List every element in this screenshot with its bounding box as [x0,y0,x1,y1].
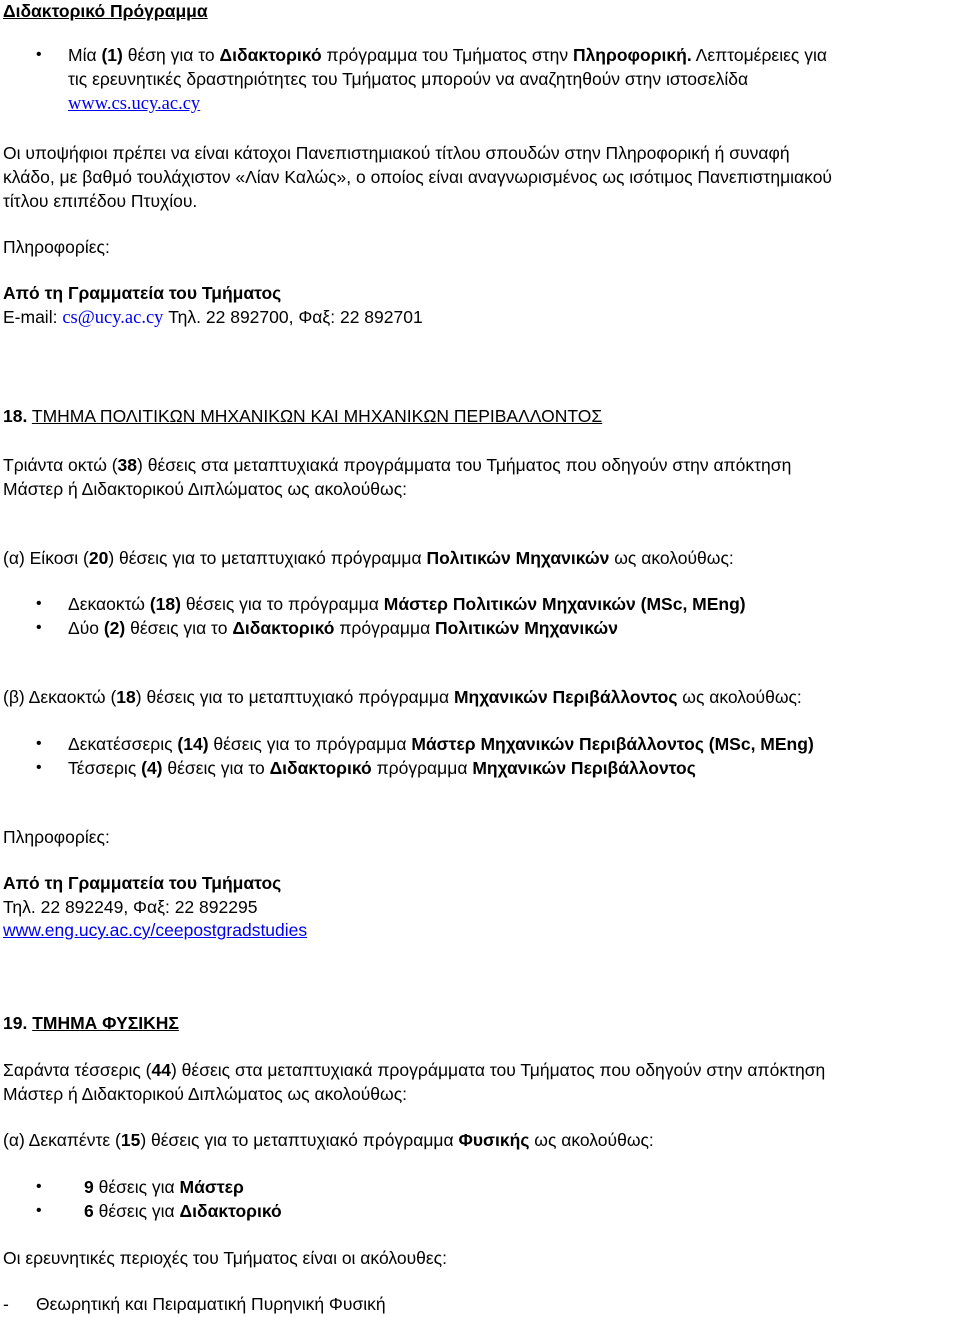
bullet-doctoral-informatics [68,44,827,66]
text: Δεκαοκτώ [68,594,150,614]
text: θέσεις για το πρόγραμμα [180,594,384,614]
bullet-icon: • [36,595,42,612]
text: θέση για το [122,45,220,65]
s19-intro-line-1 [3,1059,825,1081]
section-number: 19. [3,1013,28,1033]
s18-phone: Τηλ. 22 892249, Φαξ: 22 892295 [3,897,258,917]
s18-intro-line-1 [3,454,791,476]
bullet-icon: • [36,1202,42,1219]
text: 15 [120,1130,141,1150]
secretariat-label: Από τη Γραμματεία του Τμήματος [3,283,282,303]
text: ) θέσεις για το μεταπτυχιακό πρόγραμμα [108,548,427,568]
text: Διδακτορικό [219,45,322,65]
email-link[interactable]: cs@ucy.ac.cy [62,308,164,328]
text: θέσεις για το πρόγραμμα [208,734,412,754]
s19-item-a [3,1129,654,1151]
text: 44 [151,1060,171,1080]
s19-research-dash: - [3,1294,9,1314]
para-line-2: κλάδο, με βαθμό τουλάχιστον «Λίαν Καλώς», ο οποίος είναι αναγνωρισμένος ως ισότιμος Πανεπιστημιακού [3,167,833,187]
text: Μάστερ [179,1177,244,1197]
s18-b-bullet-1 [68,733,814,755]
bullet-icon: • [36,619,42,636]
text: Διδακτορικό [232,618,335,638]
text: θέσεις για [93,1177,180,1197]
text: Δεκαοκτώ [28,687,106,707]
text: θέσεις για το [125,618,233,638]
text: 38 [117,455,138,475]
text: (1) [101,45,123,65]
section-heading-doctoral: Διδακτορικό Πρόγραμμα [3,1,208,21]
s18-secretariat: Από τη Γραμματεία του Τμήματος [3,873,282,893]
text: Σαράντα τέσσερις ( [3,1060,152,1080]
text: Μάστερ Μηχανικών Περιβάλλοντος (MSc, MEng) [411,734,814,754]
text: (14) [177,734,209,754]
info-label: Πληροφορίες: [3,237,110,257]
s19-bullet-master [84,1176,244,1198]
text: Μία [68,45,102,65]
text: ως ακολούθως: [677,687,802,707]
text: θέσεις για το [162,758,270,778]
s19-bullet-doctoral [84,1200,282,1222]
text: (4) [141,758,163,778]
text: (β) [3,687,29,707]
para-line-3: τίτλου επιπέδου Πτυχίου. [3,191,198,211]
text: ) θέσεις στα μεταπτυχιακά προγράμματα του Τμήματος που οδηγούν στην απόκτηση [170,1060,826,1080]
bullet-icon: • [36,46,42,63]
text: Τριάντα οκτώ ( [3,455,118,475]
text: Μηχανικών Περιβάλλοντος [453,687,678,707]
bullet-line-2: τις ερευνητικές δραστηριότητες του Τμήματος μπορούν να αναζητηθούν στην ιστοσελίδα [68,69,749,89]
link-text[interactable]: www.eng.ucy.ac.cy/ceepostgradstudies [3,920,308,940]
text: Πολιτικών Μηχανικών [435,618,618,638]
contact-line [3,306,423,329]
text: ( [105,687,117,707]
text: Δεκαπέντε [28,1130,111,1150]
email-label: E-mail: [3,307,63,327]
s18-item-a [3,547,734,569]
text: 18 [116,687,136,707]
section-title: ΤΜΗΜΑ ΠΟΛΙΤΙΚΩΝ ΜΗΧΑΝΙΚΩΝ ΚΑΙ ΜΗΧΑΝΙΚΩΝ ΠΕΡΙΒΑΛΛΟΝΤΟΣ [31,406,603,426]
cs-website-link[interactable] [68,92,200,115]
text: Πολιτικών Μηχανικών [426,548,610,568]
s18-a-bullet-2 [68,617,618,639]
s18-item-b [3,686,802,708]
s18-info-label: Πληροφορίες: [3,827,110,847]
text: ) θέσεις για το μεταπτυχιακό πρόγραμμα [140,1130,459,1150]
text: Μάστερ Πολιτικών Μηχανικών (MSc, MEng) [383,594,746,614]
section-18-heading [3,405,602,427]
text: Τέσσερις [68,758,142,778]
text: ) θέσεις για το μεταπτυχιακό πρόγραμμα [135,687,454,707]
text: (α) Είκοσι ( [3,548,89,568]
text: Διδακτορικό [179,1201,282,1221]
text: ( [110,1130,121,1150]
bullet-icon: • [36,759,42,776]
text: (2) [103,618,126,638]
text: Λεπτομέρειες για [691,45,827,65]
text: ως ακολούθως: [609,548,734,568]
bullet-icon: • [36,1178,42,1195]
text: ) θέσεις στα μεταπτυχιακά προγράμματα του Τμήματος που οδηγούν στην απόκτηση [137,455,792,475]
section-19-heading [3,1012,179,1034]
s19-intro-line-2: Μάστερ ή Διδακτορικού Διπλώματος ως ακολούθως: [3,1084,408,1104]
text: Πληροφορική. [572,45,692,65]
text: ως ακολούθως: [529,1130,654,1150]
s19-research-intro: Οι ερευνητικές περιοχές του Τμήματος είναι οι ακόλουθες: [3,1248,447,1268]
text: Φυσικής [458,1130,530,1150]
text: πρόγραμμα του Τμήματος στην [321,45,573,65]
text: Δύο [68,618,104,638]
s19-research-area-1: Θεωρητική και Πειραματική Πυρηνική Φυσική [36,1294,386,1314]
text: 9 [84,1177,94,1197]
phone-text: Τηλ. 22 892700, Φαξ: 22 892701 [163,307,423,327]
text: πρόγραμμα [371,758,473,778]
text: θέσεις για [93,1201,180,1221]
text: πρόγραμμα [334,618,436,638]
link-text[interactable]: www.cs.ucy.ac.cy [68,94,201,114]
text: Διδακτορικό [269,758,372,778]
bullet-icon: • [36,735,42,752]
text: Μηχανικών Περιβάλλοντος [472,758,696,778]
section-title: ΤΜΗΜΑ ΦΥΣΙΚΗΣ [32,1013,179,1033]
s18-intro-line-2: Μάστερ ή Διδακτορικού Διπλώματος ως ακολούθως: [3,479,408,499]
s18-a-bullet-1 [68,593,746,615]
s18-b-bullet-2 [68,757,696,779]
text: Δεκατέσσερις [68,734,178,754]
eng-website-link[interactable] [3,919,307,941]
section-number: 18. [3,406,28,426]
para-line-1: Οι υποψήφιοι πρέπει να είναι κάτοχοι Πανεπιστημιακού τίτλου σπουδών στην Πληροφορική ή συναφή [3,143,790,163]
text: 20 [88,548,109,568]
text: 6 [84,1201,94,1221]
text: (α) [3,1130,29,1150]
text: (18) [149,594,181,614]
